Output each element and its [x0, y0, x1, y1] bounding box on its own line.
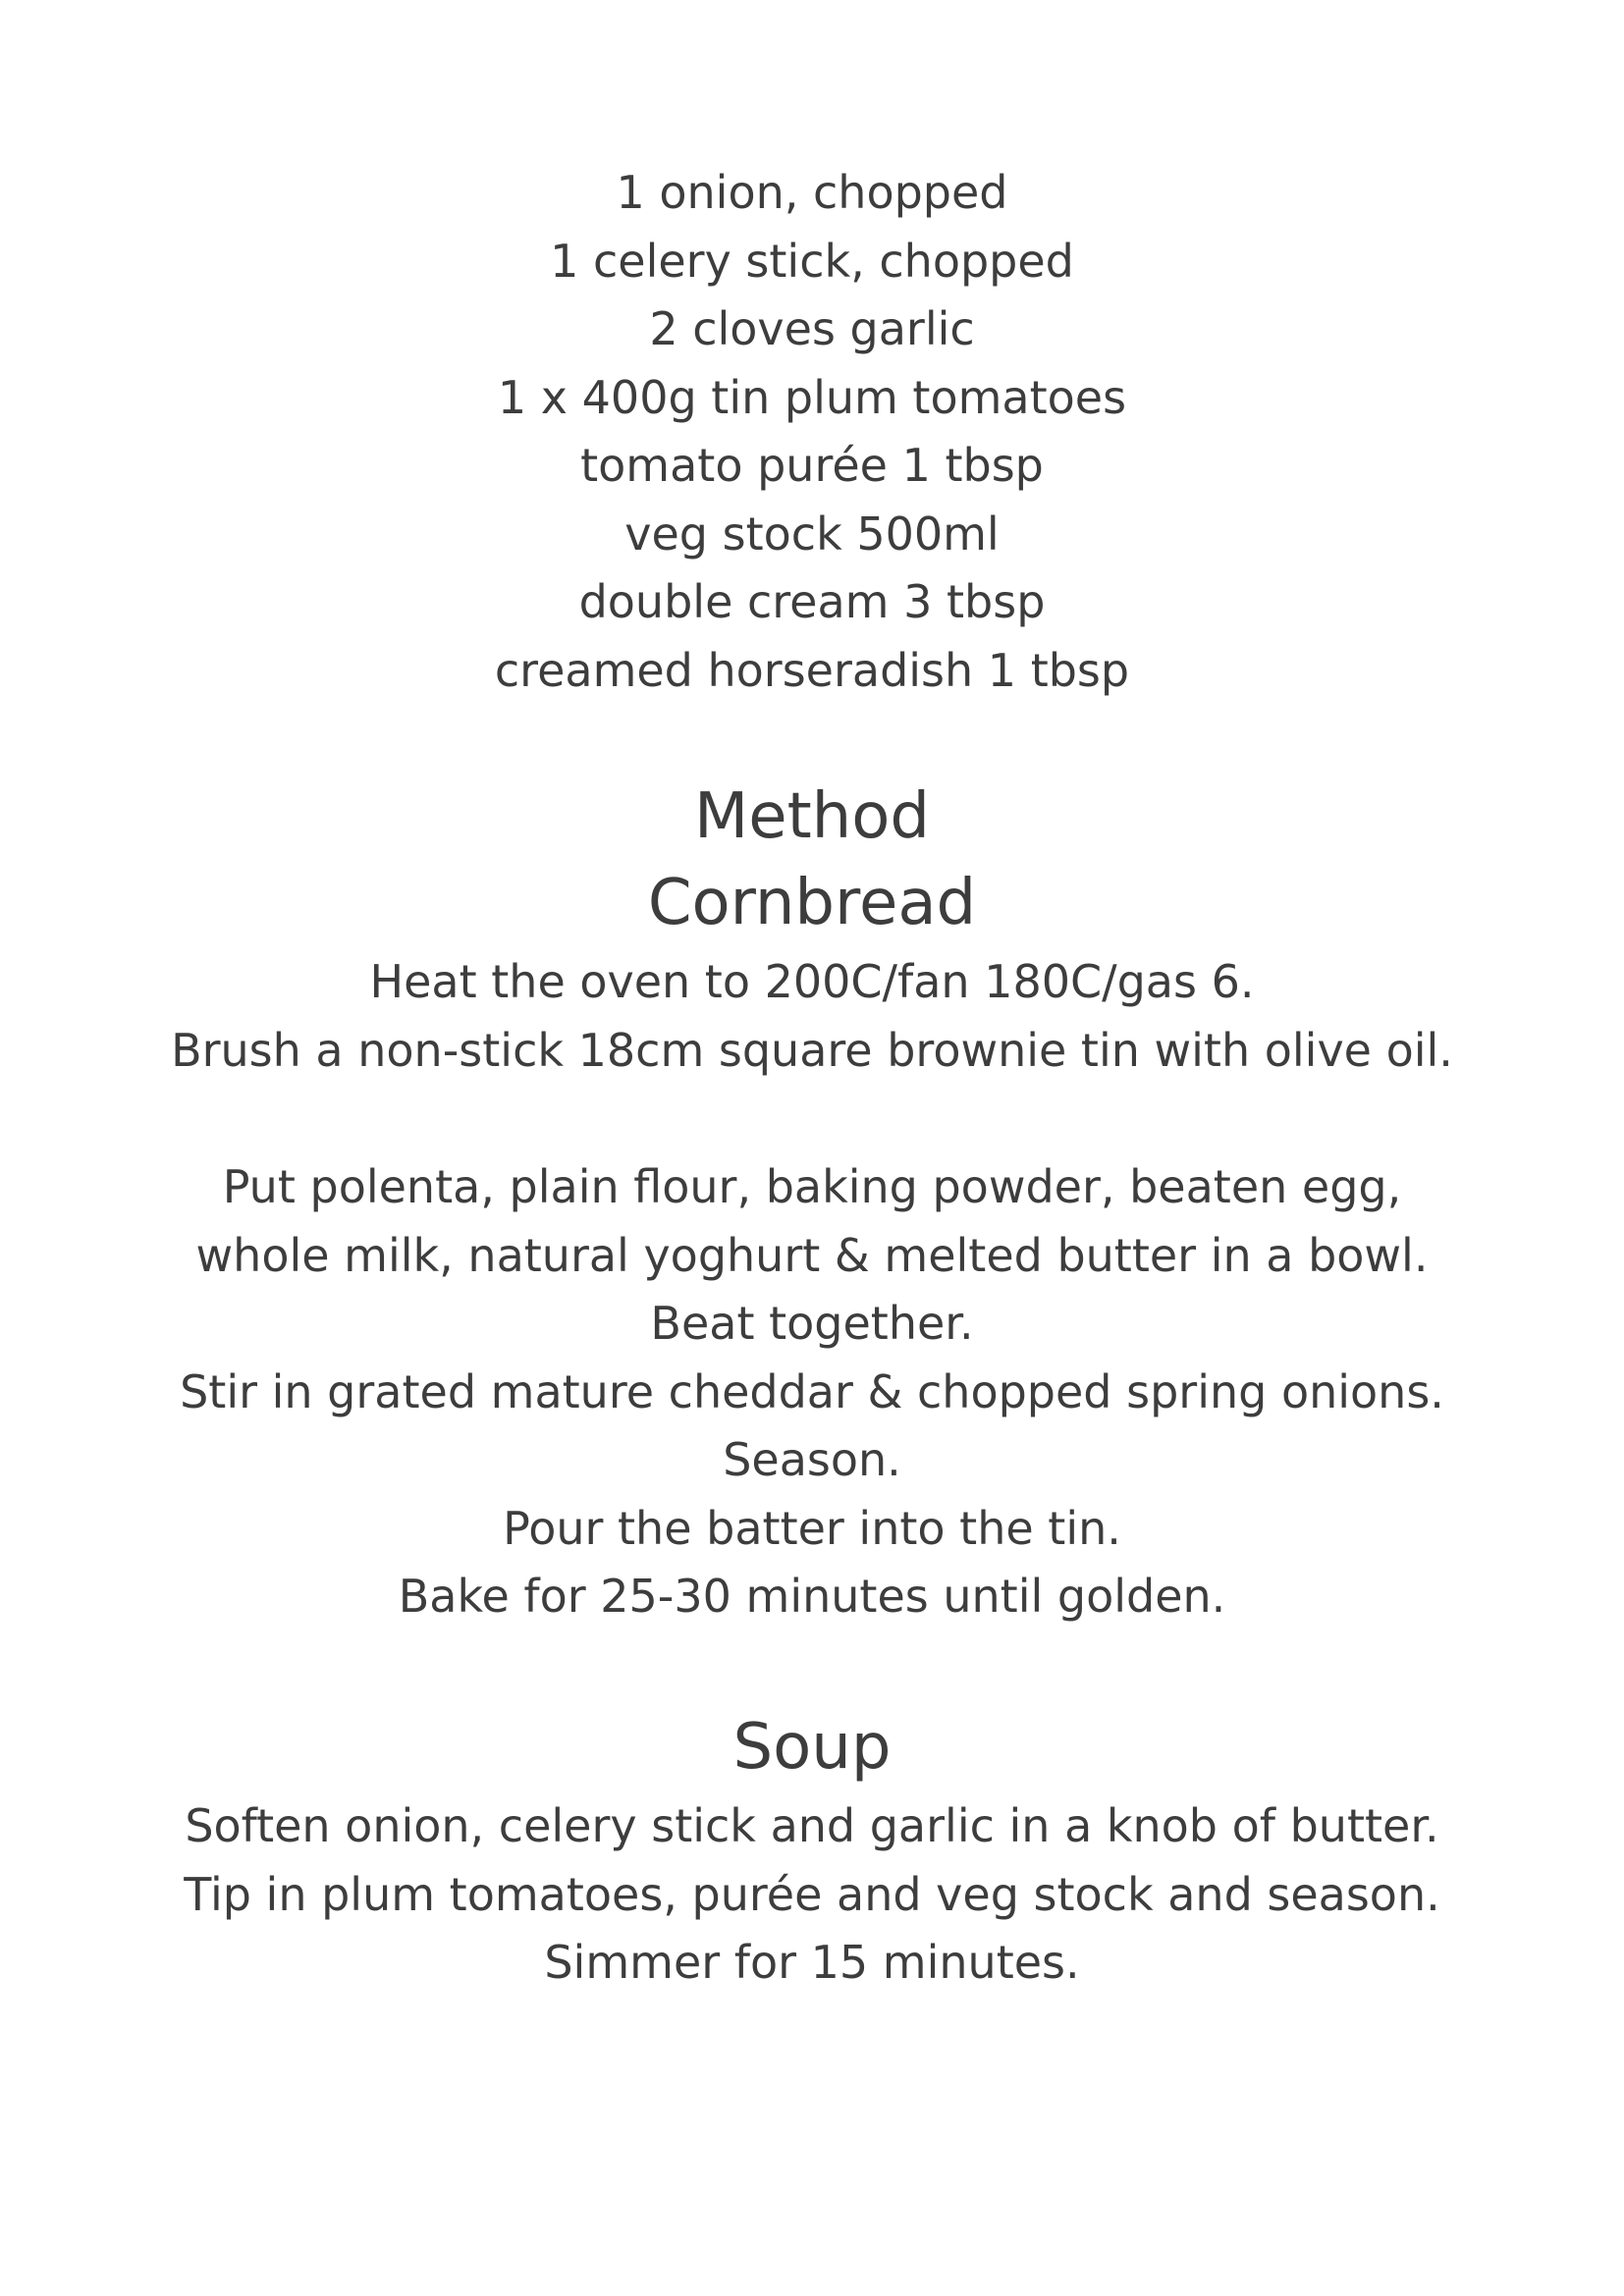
- ingredients-list: [0, 159, 1624, 705]
- method-step: Bake for 25-30 minutes until golden.: [398, 1570, 1226, 1623]
- ingredient-item: 1 onion, chopped: [616, 166, 1008, 219]
- method-section: [0, 774, 1624, 946]
- ingredient-item: tomato purée 1 tbsp: [580, 439, 1044, 492]
- soup-heading: Soup: [732, 1711, 892, 1784]
- method-step: Beat together.: [650, 1297, 974, 1350]
- method-step: Tip in plum tomatoes, purée and veg stock and season.: [184, 1867, 1440, 1921]
- ingredient-item: 2 cloves garlic: [649, 302, 975, 355]
- ingredient-item: double cream 3 tbsp: [578, 575, 1046, 628]
- method-step: Simmer for 15 minutes.: [544, 1936, 1080, 1989]
- method-step: Stir in grated mature cheddar & chopped spring onions.: [180, 1364, 1444, 1418]
- method-step: Heat the oven to 200C/fan 180C/gas 6.: [369, 955, 1255, 1008]
- cornbread-steps-batter: [0, 1153, 1624, 1631]
- method-step: Season.: [723, 1433, 901, 1486]
- soup-steps: [0, 1792, 1624, 1998]
- cornbread-steps-prep: [0, 948, 1624, 1085]
- ingredient-item: 1 celery stick, chopped: [550, 234, 1074, 288]
- method-step: Pour the batter into the tin.: [503, 1501, 1121, 1555]
- ingredient-item: creamed horseradish 1 tbsp: [494, 643, 1130, 697]
- soup-section: [0, 1704, 1624, 1790]
- method-step: Put polenta, plain flour, baking powder, beaten egg,: [222, 1160, 1402, 1213]
- method-heading: Method: [693, 780, 931, 853]
- ingredient-item: veg stock 500ml: [624, 507, 1000, 561]
- cornbread-heading: Cornbread: [647, 867, 977, 939]
- ingredient-item: 1 x 400g tin plum tomatoes: [497, 370, 1127, 424]
- method-step: Brush a non-stick 18cm square brownie tin with olive oil.: [171, 1023, 1453, 1077]
- method-step: whole milk, natural yoghurt & melted butter in a bowl.: [195, 1228, 1429, 1282]
- method-step: Soften onion, celery stick and garlic in a knob of butter.: [185, 1799, 1439, 1852]
